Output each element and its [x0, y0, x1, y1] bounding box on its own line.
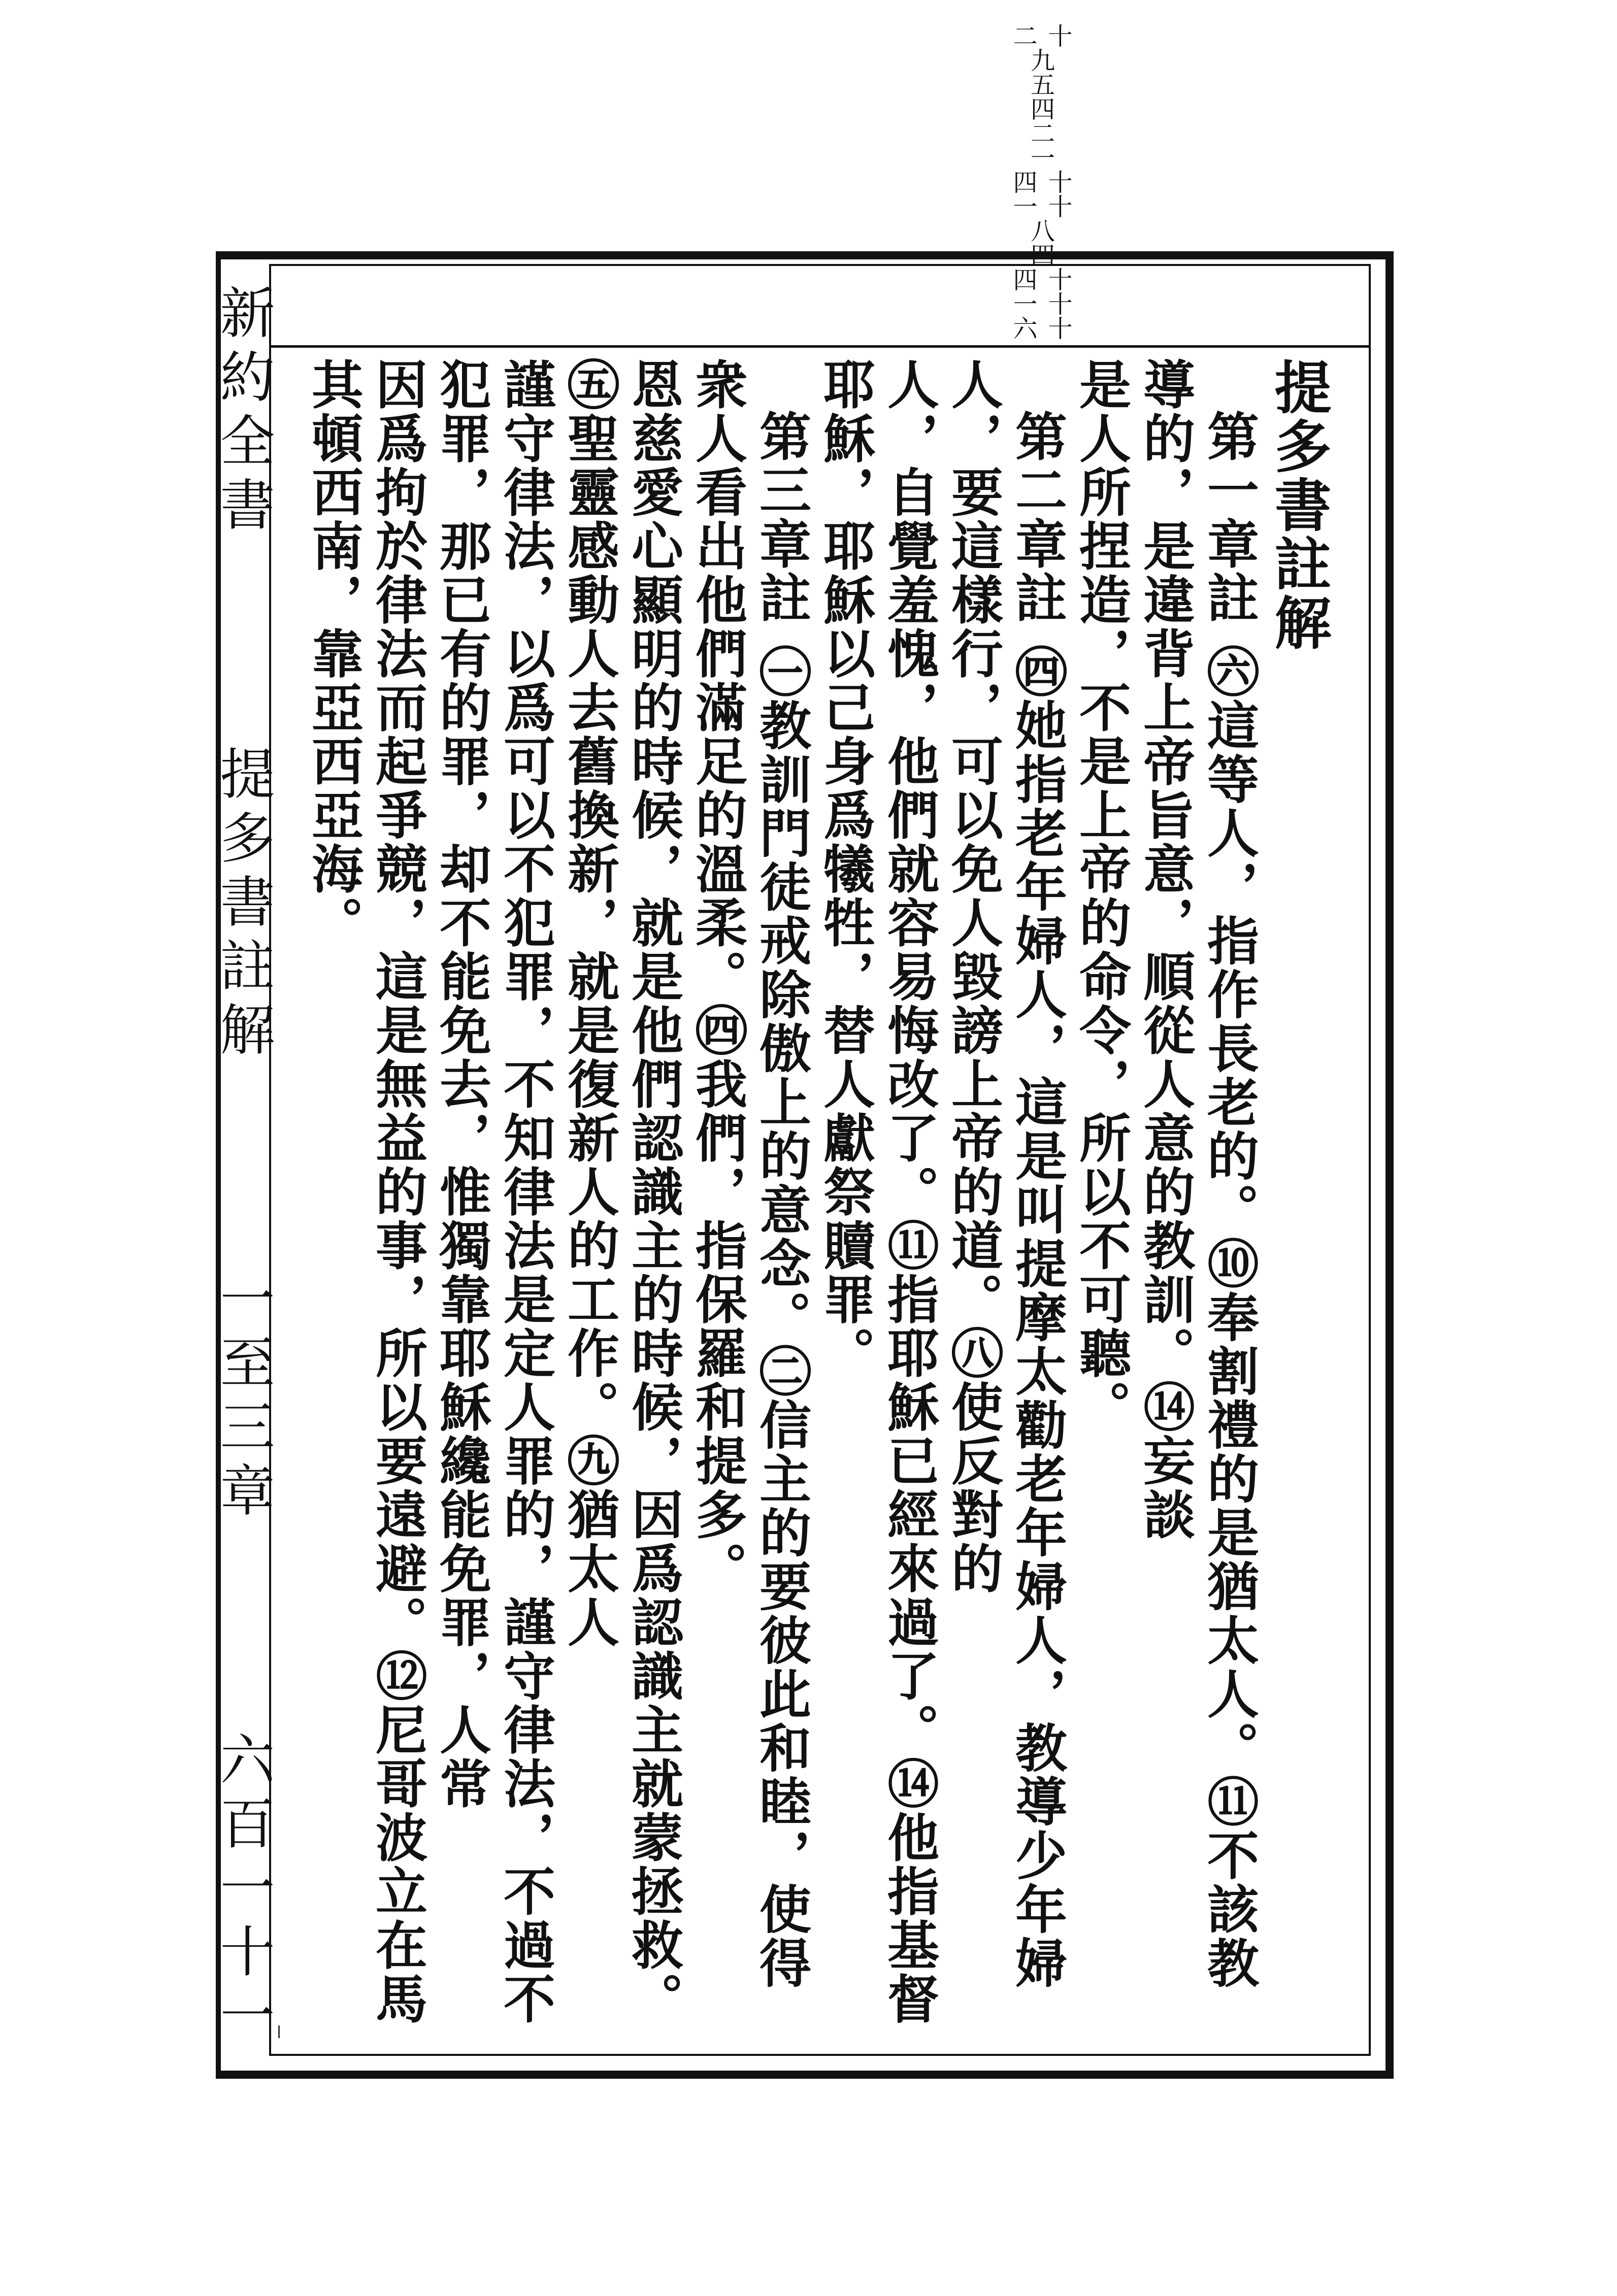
page-number: 六百一十一: [211, 1731, 274, 2051]
verse-ref: 八: [1026, 218, 1055, 243]
chapter-range: 一至三章: [211, 1270, 274, 1526]
commentary-body: [303, 358, 1335, 2033]
book-title: 新約全書: [211, 284, 274, 540]
commentary-line: 是人所捏造，不是上帝的命令，所以不可聽。: [1071, 358, 1132, 1434]
commentary-line: 謹守律法，以爲可以不犯罪，不知律法是定人罪的，謹守律法，不過不犯罪，那已有的罪，却不能免去，惟獨靠耶穌纔能免罪，人常: [431, 358, 556, 2026]
section-title: 提多書註解: [211, 745, 274, 1065]
verse-reference-header: [782, 23, 1300, 340]
commentary-line: 人，自覺羞愧，他們就容易悔改了。⑪指耶穌已經來過了。⑭他指基督耶穌，耶穌以己身爲犧牲，替人獻祭贖罪。: [815, 358, 940, 2026]
commentary-line: 第一章註 ㊅這等人，指作長老的。⑩奉割禮的是猶太人。⑪不該教導的，是違背上帝旨意，順從人意的教訓。⑭妄談: [1135, 358, 1260, 1990]
verse-ref: 十一: [1009, 194, 1072, 218]
verse-ref: 二: [1026, 121, 1055, 145]
commentary-line: 恩慈愛心顯明的時候，就是他們認識主的時候，因爲認識主就蒙拯救。㊄聖靈感動人去舊換新，就是復新人的工作。㊈猶太人: [559, 358, 684, 2026]
verse-ref: 十四: [1009, 170, 1072, 194]
header-rule: [269, 345, 1371, 348]
verse-ref: 十一: [1009, 291, 1072, 316]
commentary-line: 第三章註 ㊀教訓門徒戒除傲上的意念。㊁信主的要彼此和睦，使得衆人看出他們滿足的溫柔。㊃我們，指保羅和提多。: [687, 358, 812, 1990]
verse-ref: 四: [1026, 243, 1055, 267]
verse-ref: 十六: [1009, 316, 1072, 340]
commentary-line: 第二章註 ㊃她指老年婦人，這是叫提摩太勸老年婦人，教導少年婦人，要這樣行，可以免人毀謗上帝的道。㊇使反對的: [943, 358, 1068, 1990]
verse-ref: 四: [1026, 96, 1055, 121]
verse-ref: 十二: [1009, 23, 1072, 48]
verse-ref: 九: [1026, 48, 1055, 72]
verse-ref: 五: [1026, 72, 1055, 96]
margin-column: [201, 284, 282, 2051]
verse-ref: 一: [1026, 145, 1055, 170]
commentary-title: 提多書註解: [1265, 358, 1332, 652]
commentary-line: 因爲拘於律法而起爭競，這是無益的事，所以要遠避。⑫尼哥波立在馬其頓西南，靠亞西亞海。: [303, 358, 428, 2026]
verse-ref: 十四: [1009, 267, 1072, 291]
